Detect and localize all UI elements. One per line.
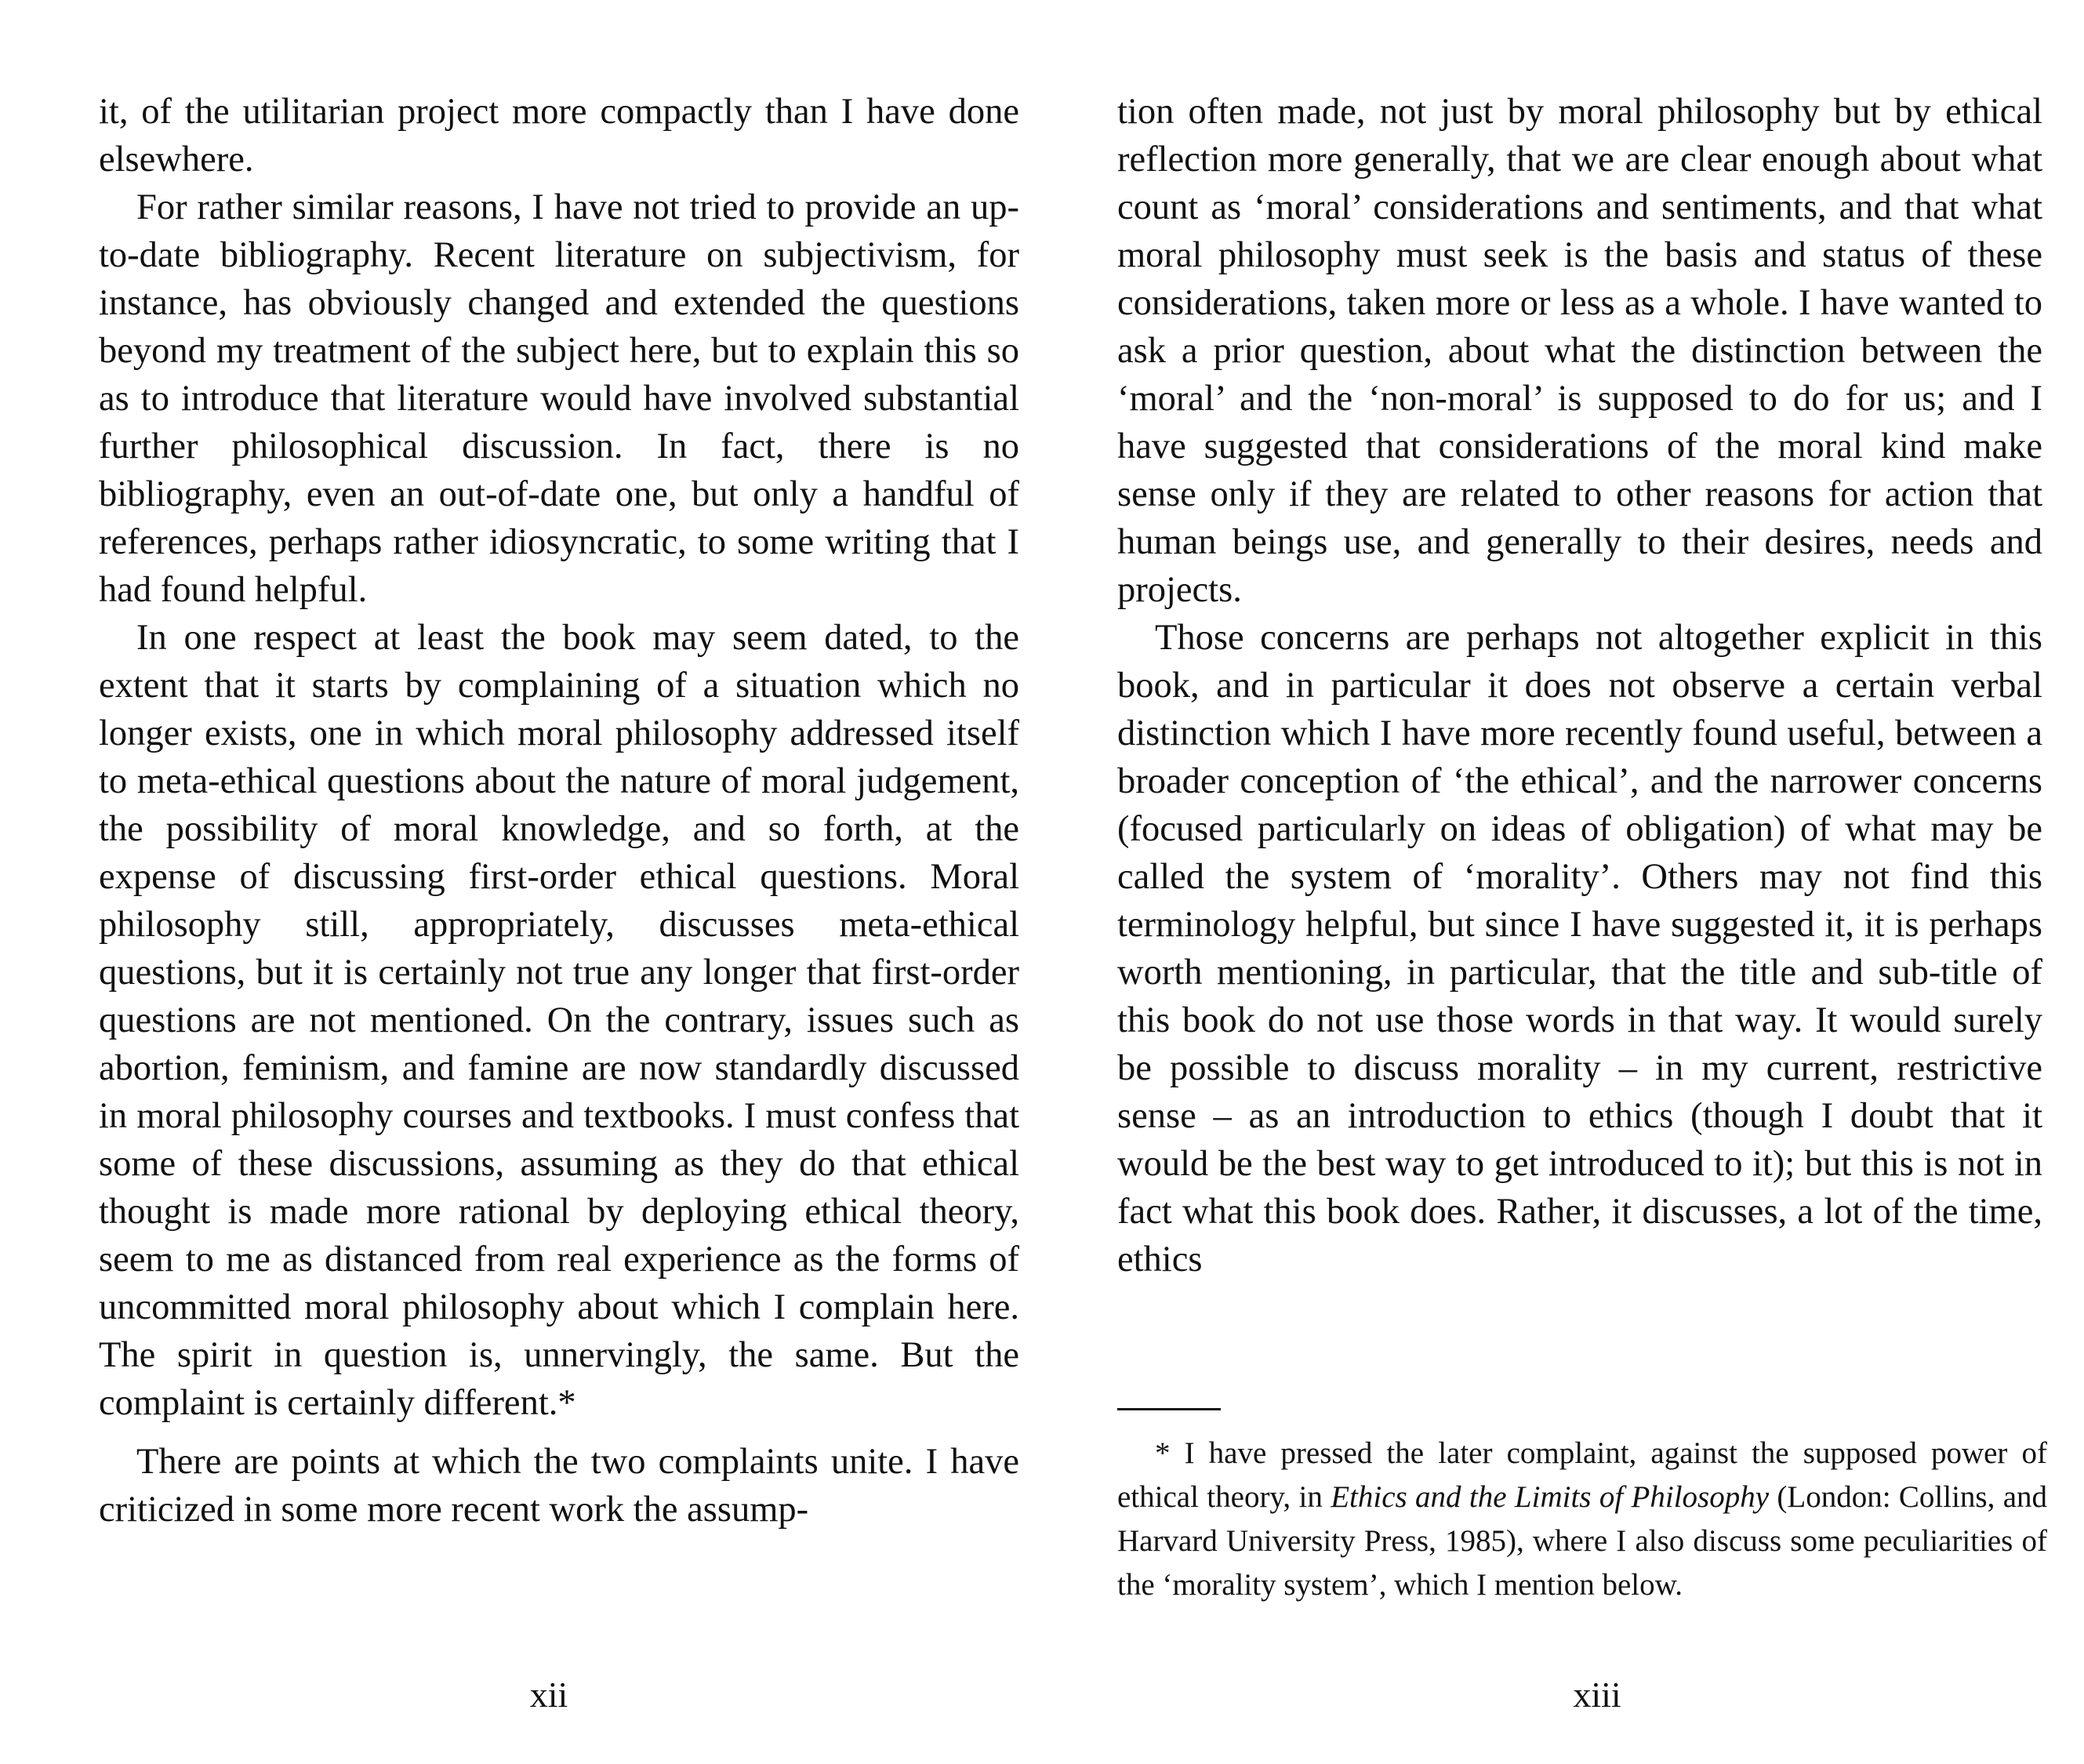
left-page-body xyxy=(99,88,1019,1534)
paragraph: tion often made, not just by moral philosophy but by ethical reflection more generally, that we are clear enough about what count as ‘moral’ considerations and sentiments, and that what moral philosophy must seek is the basis and status of these considerations, taken more or less as a whole. I have wanted to ask a prior question, about what the distinction between the ‘moral’ and the ‘non-moral’ is supposed to do for us; and I have suggested that considerations of the moral kind make sense only if they are related to other reasons for action that human beings use, and generally to their desires, needs and projects. xyxy=(1117,92,2042,610)
page-number: xiii xyxy=(1573,1675,1621,1715)
paragraph: For rather similar reasons, I have not tried to provide an up-to-date bibliography. Recent literature on subjectivism, for instance, has obviously changed and extended the questions beyond my treatment of the subject here, but to explain this so as to introduce that literature would have involved substantial further philosophical discussion. In fact, there is no bibliography, even an out-of-date one, but only a handful of references, perhaps rather idiosyncratic, to some writing that I had found helpful. xyxy=(99,187,1019,610)
right-page-body xyxy=(1117,88,2042,1283)
paragraph: it, of the utilitarian project more compactly than I have done elsewhere. xyxy=(99,92,1019,180)
footnote xyxy=(1117,1432,2047,1607)
footnote-book-title: Ethics and the Limits of Philosophy xyxy=(1331,1480,1770,1514)
footnote-divider xyxy=(1117,1408,1221,1410)
footnote-tail: (London: Collins, and Harvard University Press, 1985), where I also discuss some peculiarities of the ‘morality system’, which I mention below. xyxy=(1117,1480,2048,1602)
paragraph: There are points at which the two complaints unite. I have criticized in some more recent work the assump- xyxy=(99,1442,1019,1530)
paragraph: In one respect at least the book may seem dated, to the extent that it starts by complaining of a situation which no longer exists, one in which moral philosophy addressed itself to meta-ethical questions about the nature of moral judgement, the possibility of moral knowledge, and so forth, at the expense of discussing first-order ethical questions. Moral philosophy still, appropriately, discusses meta-ethical questions, but it is certainly not true any longer that first-order questions are not mentioned. On the contrary, issues such as abortion, feminism, and famine are now standardly discussed in moral philosophy courses and textbooks. I must confess that some of these discussions, assuming as they do that ethical thought is made more rational by deploying ethical theory, seem to me as distanced from real experience as the forms of uncommitted moral philosophy about which I complain here. The spirit in question is, unnervingly, the same. But the complaint is certainly different.* xyxy=(99,618,1019,1423)
page-number: xii xyxy=(529,1675,568,1715)
paragraph: Those concerns are perhaps not altogether explicit in this book, and in particular it does not observe a certain verbal distinction which I have more recently found useful, between a broader conception of ‘the ethical’, and the narrower concerns (focused particularly on ideas of obligation) of what may be called the system of ‘morality’. Others may not find this terminology helpful, but since I have suggested it, it is perhaps worth mentioning, in particular, that the title and sub-title of this book do not use those words in that way. It would surely be possible to discuss morality – in my current, restrictive sense – as an introduction to ethics (though I doubt that it would be the best way to get introduced to it); but this is not in fact what this book does. Rather, it discusses, a lot of the time, ethics xyxy=(1117,618,2042,1279)
right-page xyxy=(1042,0,2084,1764)
footnote-lead: * I have pressed the later complaint, against the supposed power of ethical theory, in xyxy=(1117,1436,2047,1514)
